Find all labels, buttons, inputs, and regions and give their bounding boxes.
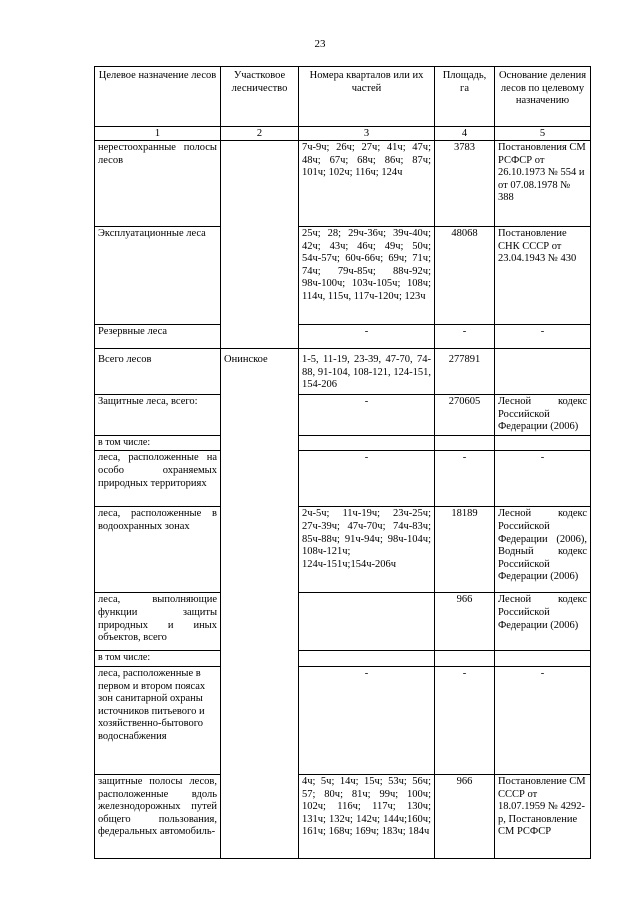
column-number: 1: [95, 127, 221, 141]
table-row: [95, 774, 591, 858]
table-row: [95, 666, 591, 774]
column-number-row: [95, 127, 591, 141]
basis-cell: Постановление СМ СССР от 18.07.1959 № 4292-р, Постановление СМ РСФСР: [495, 774, 591, 858]
table-row: [95, 349, 591, 395]
table-row: [95, 141, 591, 227]
table-row: [95, 507, 591, 593]
table-row: [95, 451, 591, 507]
purpose-cell: леса, расположенные в водоохранных зонах: [95, 507, 221, 593]
purpose-cell: Эксплуатационные леса: [95, 227, 221, 325]
quarters-cell: -: [299, 451, 435, 507]
basis-cell: Лесной кодекс Российской Федерации (2006), Водный кодекс Российской Федерации (2006): [495, 507, 591, 593]
header-area: Площадь, га: [435, 67, 495, 127]
table-row: [95, 435, 591, 451]
table-header-row: [95, 67, 591, 127]
area-cell: 966: [435, 593, 495, 651]
quarters-cell: 4ч; 5ч; 14ч; 15ч; 53ч; 56ч; 57; 80ч; 81ч; 99ч; 100ч; 102ч; 116ч; 117ч; 130ч; 131ч; 132ч; 142ч; 144ч;160ч; 161ч; 168ч; 169ч; 183ч; 184ч: [299, 774, 435, 858]
area-cell: 270605: [435, 395, 495, 436]
basis-cell: [495, 435, 591, 451]
column-number: 3: [299, 127, 435, 141]
basis-cell: -: [495, 451, 591, 507]
forestry-cell: [221, 141, 299, 349]
area-cell: 48068: [435, 227, 495, 325]
area-cell: [435, 651, 495, 667]
purpose-cell: Резервные леса: [95, 325, 221, 349]
quarters-cell: [299, 651, 435, 667]
forest-purpose-table: [94, 66, 591, 859]
purpose-cell: Всего лесов: [95, 349, 221, 395]
quarters-cell: 1-5, 11-19, 23-39, 47-70, 74-88, 91-104, 108-121, 124-151, 154-206: [299, 349, 435, 395]
table-row: [95, 395, 591, 436]
basis-cell: -: [495, 666, 591, 774]
basis-cell: [495, 349, 591, 395]
column-number: 2: [221, 127, 299, 141]
basis-cell: Постановления СМ РСФСР от 26.10.1973 № 554 и от 07.08.1978 № 388: [495, 141, 591, 227]
quarters-cell: 7ч-9ч; 26ч; 27ч; 41ч; 47ч; 48ч; 67ч; 68ч; 86ч; 87ч; 101ч; 102ч; 116ч; 124ч: [299, 141, 435, 227]
basis-cell: Лесной кодекс Российской Федерации (2006): [495, 395, 591, 436]
purpose-cell: в том числе:: [95, 651, 221, 667]
quarters-cell: 2ч-5ч; 11ч-19ч; 23ч-25ч; 27ч-39ч; 47ч-70ч; 74ч-83ч; 85ч-88ч; 91ч-94ч; 98ч-104ч; 108ч-121ч; 124ч-151ч;154ч-206ч: [299, 507, 435, 593]
quarters-cell: 25ч; 28; 29ч-36ч; 39ч-40ч; 42ч; 43ч; 46ч; 49ч; 50ч; 54ч-57ч; 60ч-66ч; 69ч; 71ч; 74ч; 79ч-85ч; 88ч-92ч; 98ч-100ч; 103ч-105ч; 108ч; 114ч, 115ч, 117ч-120ч; 123ч: [299, 227, 435, 325]
page-number: 23: [314, 38, 326, 50]
area-cell: [435, 435, 495, 451]
purpose-cell: нерестоохранные полосы лесов: [95, 141, 221, 227]
area-cell: -: [435, 325, 495, 349]
table-row: [95, 227, 591, 325]
quarters-cell: [299, 593, 435, 651]
quarters-cell: [299, 435, 435, 451]
purpose-cell: леса, выполняющие функции защиты природных и иных объектов, всего: [95, 593, 221, 651]
forestry-cell: Онинское: [221, 349, 299, 859]
area-cell: 277891: [435, 349, 495, 395]
header-basis: Основание деления лесов по целевому назначению: [495, 67, 591, 127]
quarters-cell: -: [299, 325, 435, 349]
header-forestry: Участковое лесничество: [221, 67, 299, 127]
area-cell: -: [435, 451, 495, 507]
basis-cell: [495, 651, 591, 667]
area-cell: 966: [435, 774, 495, 858]
basis-cell: -: [495, 325, 591, 349]
purpose-cell: защитные полосы лесов, расположенные вдоль железнодорожных путей общего пользования, федеральных автомобиль-: [95, 774, 221, 858]
area-cell: -: [435, 666, 495, 774]
header-purpose: Целевое назначение лесов: [95, 67, 221, 127]
purpose-cell: леса, расположенные на особо охраняемых природных территориях: [95, 451, 221, 507]
area-cell: 18189: [435, 507, 495, 593]
area-cell: 3783: [435, 141, 495, 227]
quarters-cell: -: [299, 666, 435, 774]
basis-cell: Лесной кодекс Российской Федерации (2006): [495, 593, 591, 651]
column-number: 5: [495, 127, 591, 141]
quarters-cell: -: [299, 395, 435, 436]
purpose-cell: в том числе:: [95, 435, 221, 451]
basis-cell: Постановление СНК СССР от 23.04.1943 № 430: [495, 227, 591, 325]
purpose-cell: леса, расположенные в первом и втором поясах зон санитарной охраны источников питьевого и хозяйственно-бытового водоснабжения: [95, 666, 221, 774]
table-row: [95, 651, 591, 667]
table-row: [95, 593, 591, 651]
header-quarters: Номера кварталов или их частей: [299, 67, 435, 127]
purpose-cell: Защитные леса, всего:: [95, 395, 221, 436]
column-number: 4: [435, 127, 495, 141]
table-row: [95, 325, 591, 349]
